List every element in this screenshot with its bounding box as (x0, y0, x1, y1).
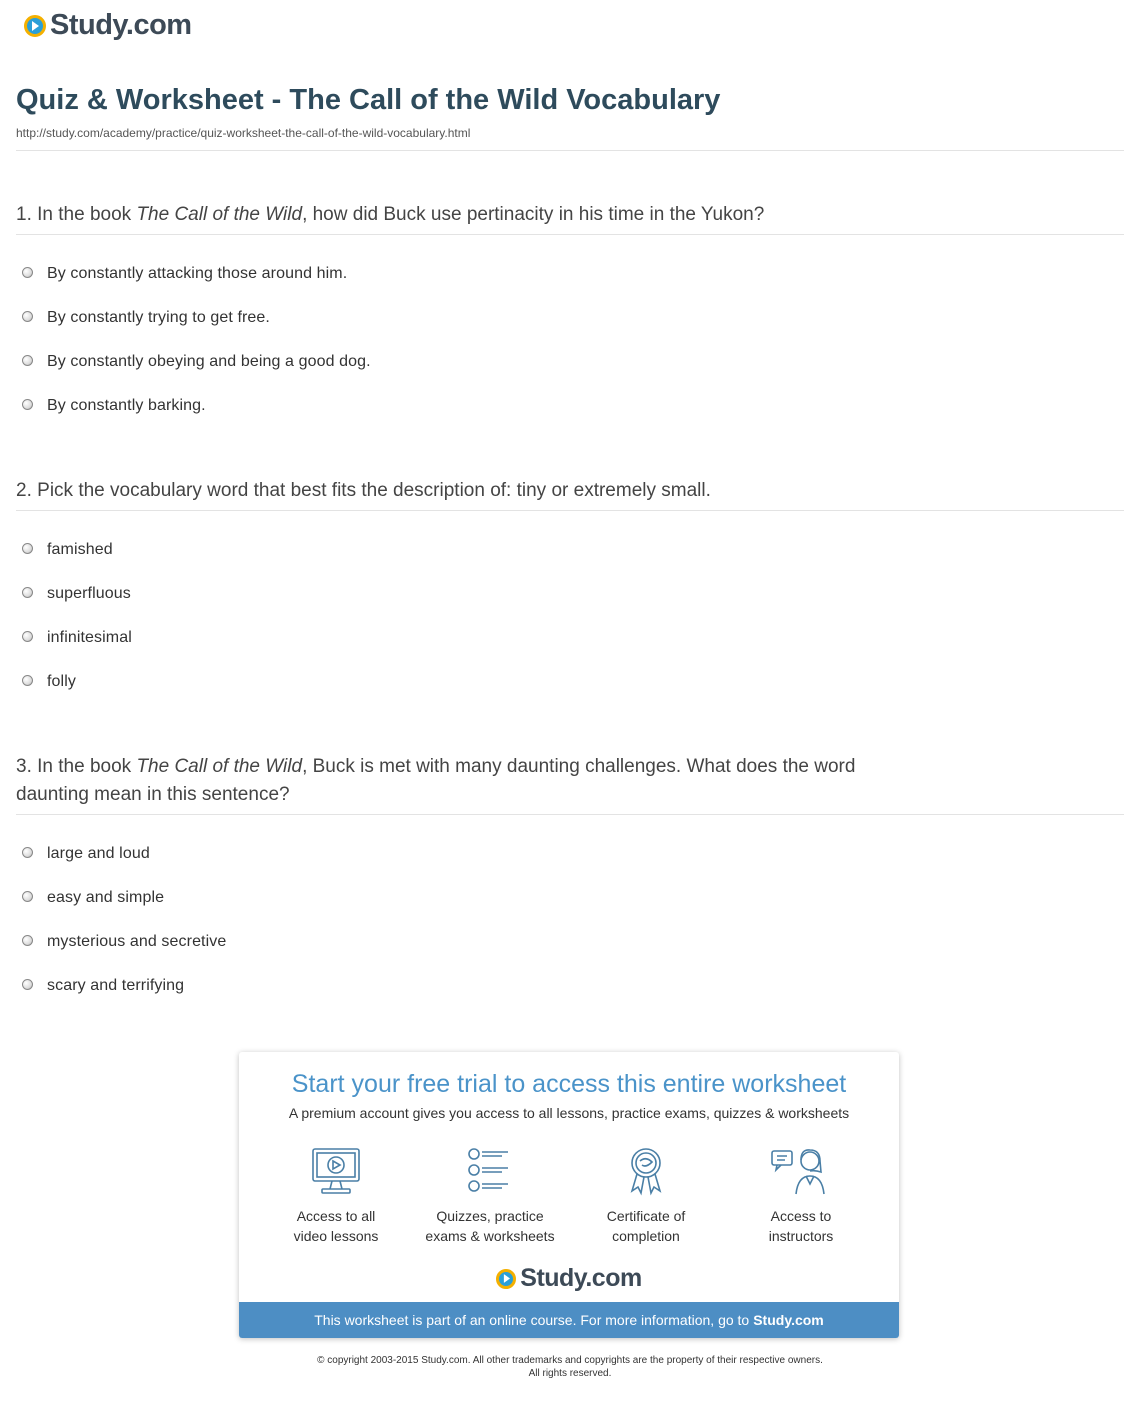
radio-button[interactable] (22, 587, 33, 598)
radio-button[interactable] (22, 543, 33, 554)
answer-option[interactable] (22, 309, 270, 327)
answer-option[interactable] (22, 541, 113, 559)
answer-label: infinitesimal (47, 629, 132, 646)
answer-label: large and loud (47, 845, 150, 862)
radio-button[interactable] (22, 847, 33, 858)
answer-label: By constantly trying to get free. (47, 309, 270, 326)
feature-label-line: video lessons (293, 1228, 379, 1244)
play-logo-icon (24, 15, 46, 37)
answer-option[interactable] (22, 353, 371, 371)
feature-label-line: Access to all (296, 1208, 376, 1224)
feature-quizzes (415, 1146, 565, 1246)
promo-info-bar (239, 1302, 899, 1338)
feature-label-line: Quizzes, practice (436, 1208, 544, 1224)
radio-button[interactable] (22, 267, 33, 278)
answer-label: By constantly barking. (47, 397, 206, 414)
question-text-end: , Buck is met with many daunting challenges. What does the word daunting mean in this sentence? (16, 756, 856, 805)
answer-option[interactable] (22, 889, 164, 907)
copyright-footer (0, 1354, 1140, 1380)
divider (16, 814, 1124, 815)
video-lesson-icon (310, 1146, 362, 1196)
promo-logo[interactable] (239, 1264, 899, 1293)
question-number: 2. (16, 480, 32, 501)
book-title: The Call of the Wild (136, 756, 303, 777)
divider (16, 510, 1124, 511)
question-text: Pick the vocabulary word that best fits the description of: tiny or extremely small. (37, 480, 711, 501)
copyright-line: © copyright 2003-2015 Study.com. All other trademarks and copyrights are the property of their respective owners. (317, 1355, 823, 1366)
radio-button[interactable] (22, 891, 33, 902)
rights-line: All rights reserved. (528, 1368, 612, 1379)
radio-button[interactable] (22, 935, 33, 946)
question-text: In the book (37, 756, 137, 777)
answer-label: folly (47, 673, 76, 690)
feature-video-lessons (261, 1146, 411, 1246)
divider (16, 150, 1124, 151)
question-2 (16, 477, 916, 505)
divider (16, 234, 1124, 235)
feature-certificate (571, 1146, 721, 1246)
question-3 (16, 753, 916, 809)
answer-label: easy and simple (47, 889, 165, 906)
answer-option[interactable] (22, 845, 150, 863)
answer-option[interactable] (22, 977, 184, 995)
answer-option[interactable] (22, 265, 347, 283)
feature-instructors (726, 1146, 876, 1246)
answer-option[interactable] (22, 397, 206, 415)
radio-button[interactable] (22, 631, 33, 642)
free-trial-promo (239, 1052, 899, 1338)
answer-label: mysterious and secretive (47, 933, 227, 950)
answer-label: scary and terrifying (47, 977, 185, 994)
promo-title[interactable]: Start your free trial to access this entire worksheet (291, 1070, 847, 1098)
question-text-end: , how did Buck use pertinacity in his time in the Yukon? (302, 204, 765, 225)
logo-text: Study.com (50, 9, 192, 41)
answer-label: By constantly attacking those around him. (47, 265, 348, 282)
page-title: Quiz & Worksheet - The Call of the Wild Vocabulary (16, 84, 721, 116)
site-logo[interactable] (24, 9, 192, 42)
radio-button[interactable] (22, 675, 33, 686)
question-number: 3. (16, 756, 32, 777)
feature-label-line: Access to (770, 1208, 832, 1224)
logo-text: Study.com (520, 1264, 642, 1292)
question-text: In the book (37, 204, 137, 225)
feature-label-line: completion (612, 1228, 680, 1244)
answer-option[interactable] (22, 933, 226, 951)
radio-button[interactable] (22, 355, 33, 366)
quiz-list-icon (464, 1146, 516, 1196)
feature-label-line: instructors (768, 1228, 834, 1244)
study-link[interactable]: Study.com (753, 1312, 824, 1328)
answer-option[interactable] (22, 585, 131, 603)
play-logo-icon (496, 1269, 516, 1289)
question-1 (16, 201, 916, 229)
feature-label-line: Certificate of (606, 1208, 686, 1224)
radio-button[interactable] (22, 979, 33, 990)
answer-label: By constantly obeying and being a good dog. (47, 353, 371, 370)
promo-subtitle: A premium account gives you access to all lessons, practice exams, quizzes & worksheets (288, 1105, 850, 1121)
answer-label: superfluous (47, 585, 131, 602)
certificate-icon (620, 1146, 672, 1196)
answer-option[interactable] (22, 673, 76, 691)
answer-option[interactable] (22, 629, 132, 647)
page-url: http://study.com/academy/practice/quiz-worksheet-the-call-of-the-wild-vocabulary.html (16, 126, 471, 140)
radio-button[interactable] (22, 311, 33, 322)
radio-button[interactable] (22, 399, 33, 410)
book-title: The Call of the Wild (136, 204, 303, 225)
instructor-icon (770, 1146, 832, 1196)
promo-bar-text: This worksheet is part of an online course. For more information, go to (314, 1312, 750, 1328)
answer-label: famished (47, 541, 113, 558)
feature-label-line: exams & worksheets (425, 1228, 555, 1244)
question-number: 1. (16, 204, 32, 225)
